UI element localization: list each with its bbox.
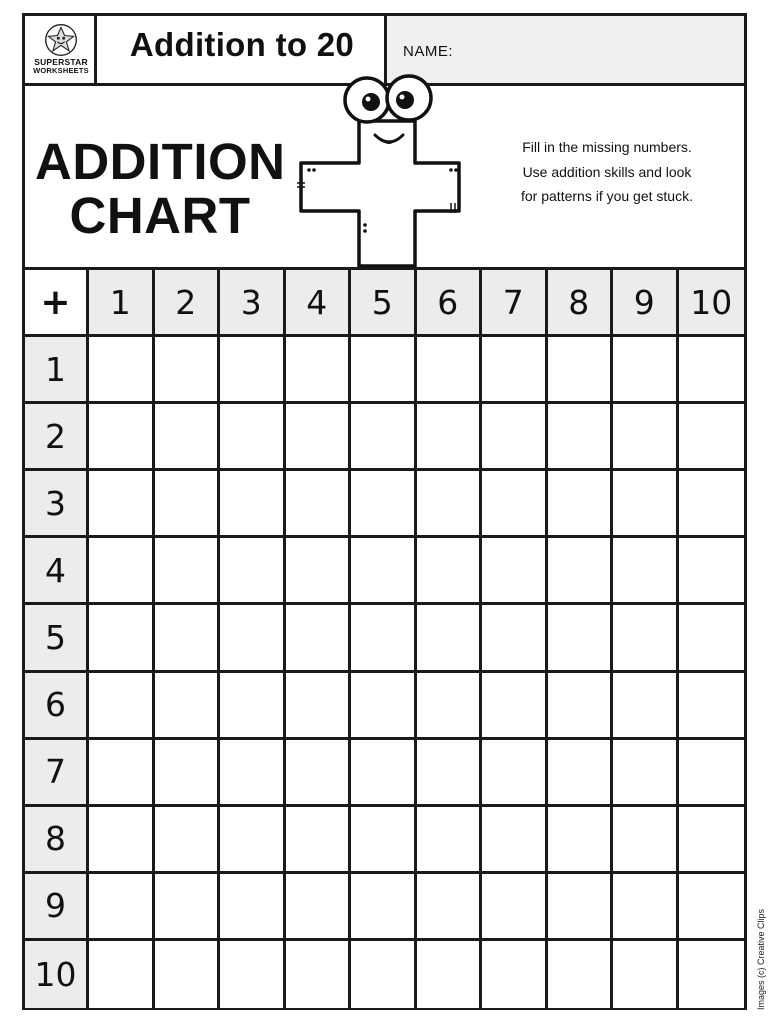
answer-cell[interactable]: [482, 404, 548, 471]
answer-cell[interactable]: [613, 605, 679, 672]
answer-cell[interactable]: [679, 673, 745, 740]
answer-cell[interactable]: [351, 471, 417, 538]
answer-cell[interactable]: [679, 874, 745, 941]
instruction-line: Use addition skills and look: [522, 163, 692, 180]
answer-cell[interactable]: [155, 404, 221, 471]
plus-sign-mascot-icon: [287, 63, 487, 271]
answer-cell[interactable]: [89, 807, 155, 874]
column-header: 5: [351, 270, 417, 337]
logo-line2: WORKSHEETS: [33, 66, 89, 75]
answer-cell[interactable]: [548, 471, 614, 538]
answer-cell[interactable]: [679, 807, 745, 874]
answer-cell[interactable]: [351, 337, 417, 404]
answer-cell[interactable]: [89, 673, 155, 740]
answer-cell[interactable]: [613, 337, 679, 404]
answer-cell[interactable]: [613, 673, 679, 740]
row-header: 6: [25, 673, 89, 740]
answer-cell[interactable]: [679, 337, 745, 404]
column-header: 10: [679, 270, 745, 337]
answer-cell[interactable]: [220, 605, 286, 672]
row-header: 5: [25, 605, 89, 672]
answer-cell[interactable]: [89, 538, 155, 605]
answer-cell[interactable]: [351, 404, 417, 471]
answer-cell[interactable]: [613, 874, 679, 941]
answer-cell[interactable]: [417, 874, 483, 941]
instruction-line: Fill in the missing numbers.: [522, 139, 692, 155]
answer-cell[interactable]: [613, 941, 679, 1008]
answer-cell[interactable]: [89, 605, 155, 672]
image-credit: Images (c) Creative Clips: [756, 908, 766, 1010]
answer-cell[interactable]: [548, 673, 614, 740]
answer-cell[interactable]: [220, 404, 286, 471]
row-header: 7: [25, 740, 89, 807]
answer-cell[interactable]: [220, 673, 286, 740]
column-header: 6: [417, 270, 483, 337]
row-header: 10: [25, 941, 89, 1008]
answer-cell[interactable]: [286, 471, 352, 538]
answer-cell[interactable]: [220, 337, 286, 404]
answer-cell[interactable]: [220, 471, 286, 538]
answer-cell[interactable]: [417, 337, 483, 404]
answer-cell[interactable]: [548, 337, 614, 404]
answer-cell[interactable]: [155, 874, 221, 941]
answer-cell[interactable]: [679, 740, 745, 807]
answer-cell[interactable]: [613, 740, 679, 807]
answer-cell[interactable]: [548, 807, 614, 874]
answer-cell[interactable]: [351, 874, 417, 941]
instruction-line: for patterns if you get stuck.: [521, 188, 693, 204]
answer-cell[interactable]: [89, 404, 155, 471]
answer-cell[interactable]: [548, 605, 614, 672]
chart-title-line1: ADDITION: [35, 133, 286, 190]
answer-cell[interactable]: [286, 404, 352, 471]
answer-cell[interactable]: [482, 605, 548, 672]
answer-cell[interactable]: [482, 874, 548, 941]
answer-cell[interactable]: [89, 740, 155, 807]
column-header: 9: [613, 270, 679, 337]
answer-cell[interactable]: [548, 740, 614, 807]
name-label: NAME:: [403, 43, 454, 60]
row-header: 8: [25, 807, 89, 874]
answer-cell[interactable]: [351, 538, 417, 605]
answer-cell[interactable]: [417, 404, 483, 471]
row-header: 2: [25, 404, 89, 471]
answer-cell[interactable]: [220, 538, 286, 605]
answer-cell[interactable]: [155, 538, 221, 605]
answer-cell[interactable]: [155, 337, 221, 404]
answer-cell[interactable]: [417, 538, 483, 605]
row-header: 4: [25, 538, 89, 605]
chart-title-line2: CHART: [69, 187, 251, 244]
answer-cell[interactable]: [548, 404, 614, 471]
answer-cell[interactable]: [155, 605, 221, 672]
answer-cell[interactable]: [351, 673, 417, 740]
answer-cell[interactable]: [613, 404, 679, 471]
answer-cell[interactable]: [482, 337, 548, 404]
answer-cell[interactable]: [220, 740, 286, 807]
answer-cell[interactable]: [482, 471, 548, 538]
answer-cell[interactable]: [679, 538, 745, 605]
answer-cell[interactable]: [482, 740, 548, 807]
answer-cell[interactable]: [351, 941, 417, 1008]
answer-cell[interactable]: [89, 874, 155, 941]
answer-cell[interactable]: [679, 404, 745, 471]
answer-cell[interactable]: [351, 740, 417, 807]
column-header: 4: [286, 270, 352, 337]
answer-cell[interactable]: [482, 673, 548, 740]
column-header: 2: [155, 270, 221, 337]
logo: [25, 16, 97, 83]
answer-cell[interactable]: [548, 538, 614, 605]
answer-cell[interactable]: [155, 471, 221, 538]
answer-cell[interactable]: [220, 874, 286, 941]
worksheet-frame: [22, 13, 747, 1010]
answer-cell[interactable]: [548, 874, 614, 941]
answer-cell[interactable]: [286, 538, 352, 605]
row-header: 1: [25, 337, 89, 404]
answer-cell[interactable]: [679, 471, 745, 538]
answer-cell[interactable]: [286, 807, 352, 874]
answer-cell[interactable]: [286, 740, 352, 807]
answer-cell[interactable]: [286, 337, 352, 404]
answer-cell[interactable]: [286, 605, 352, 672]
column-header: 1: [89, 270, 155, 337]
worksheet-title: Addition to 20: [129, 26, 355, 63]
answer-cell[interactable]: [679, 941, 745, 1008]
answer-cell[interactable]: [351, 605, 417, 672]
answer-cell[interactable]: [89, 471, 155, 538]
answer-cell[interactable]: [155, 807, 221, 874]
answer-cell[interactable]: [417, 740, 483, 807]
answer-cell[interactable]: [417, 673, 483, 740]
column-header: 3: [220, 270, 286, 337]
answer-cell[interactable]: [155, 740, 221, 807]
answer-cell[interactable]: [89, 337, 155, 404]
row-header: 9: [25, 874, 89, 941]
answer-cell[interactable]: [220, 807, 286, 874]
answer-cell[interactable]: [286, 941, 352, 1008]
answer-cell[interactable]: [155, 941, 221, 1008]
answer-cell[interactable]: [417, 807, 483, 874]
column-header: 8: [548, 270, 614, 337]
answer-cell[interactable]: [351, 807, 417, 874]
answer-cell[interactable]: [417, 941, 483, 1008]
column-header: 7: [482, 270, 548, 337]
instructions: [487, 135, 727, 209]
row-header: 3: [25, 471, 89, 538]
logo-line1: SUPERSTAR: [34, 57, 88, 67]
answer-cell[interactable]: [89, 941, 155, 1008]
answer-cell[interactable]: [417, 605, 483, 672]
answer-cell[interactable]: [613, 807, 679, 874]
answer-cell[interactable]: [417, 471, 483, 538]
addition-grid: [25, 270, 744, 1008]
answer-cell[interactable]: [482, 538, 548, 605]
hero-section: [25, 83, 744, 267]
answer-cell[interactable]: [286, 673, 352, 740]
answer-cell[interactable]: [679, 605, 745, 672]
answer-cell[interactable]: [286, 874, 352, 941]
addition-chart: [25, 267, 744, 1007]
answer-cell[interactable]: [548, 941, 614, 1008]
answer-cell[interactable]: [482, 941, 548, 1008]
answer-cell[interactable]: [613, 471, 679, 538]
answer-cell[interactable]: [482, 807, 548, 874]
answer-cell[interactable]: [613, 538, 679, 605]
answer-cell[interactable]: [220, 941, 286, 1008]
plus-corner-cell: +: [25, 270, 89, 337]
star-mascot-icon: [43, 22, 79, 58]
answer-cell[interactable]: [155, 673, 221, 740]
